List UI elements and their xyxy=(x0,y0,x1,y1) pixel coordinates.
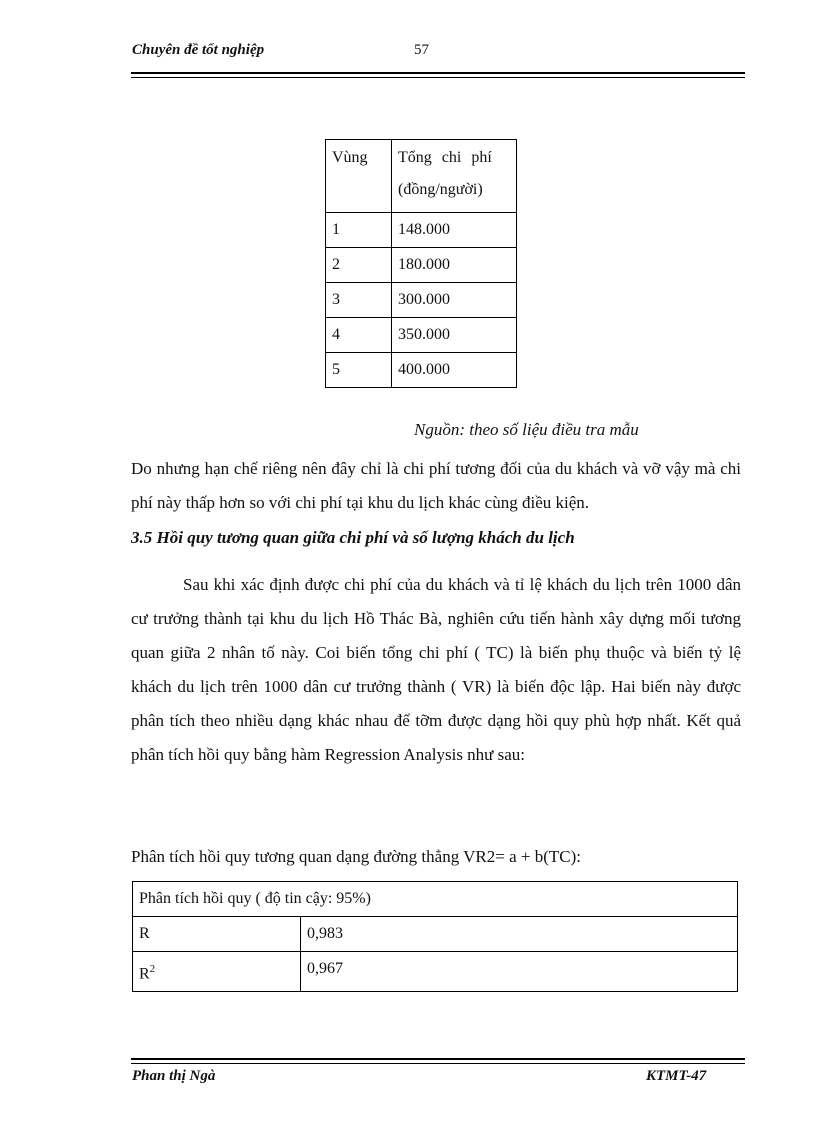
cost-table xyxy=(325,139,517,388)
table-row xyxy=(326,248,517,283)
paragraph-2: Sau khi xác định được chi phí của du khách và tỉ lệ khách du lịch trên 1000 dân cư trưởng thành tại khu du lịch Hồ Thác Bà, nghiên cứu tiến hành xây dựng mối tương quan giữa 2 nhân tố này. Coi biến tổng chi phí ( TC) là biến phụ thuộc và biến tỷ lệ khách du lịch trên 1000 dân cư trưởng thành ( VR) là biến độc lập. Hai biến này được phân tích theo nhiều dạng khác nhau để tỡm được dạng hồi quy phù hợp nhất. Kết quả phân tích hồi quy bằng hàm Regression Analysis như sau: xyxy=(131,575,741,764)
regression-table xyxy=(132,881,738,992)
zone-cell: 4 xyxy=(326,318,392,353)
regression-caption: Phân tích hồi quy tương quan dạng đường thẳng VR2= a + b(TC): xyxy=(131,847,582,866)
zone-cell: 2 xyxy=(326,248,392,283)
cost-header-line1: Tổng chi phí xyxy=(398,149,492,166)
table-row xyxy=(326,353,517,388)
r2-value: 0,967 xyxy=(301,952,738,992)
r2-label xyxy=(133,952,301,992)
regression-header: Phân tích hồi quy ( độ tin cậy: 95%) xyxy=(133,882,738,917)
regression-header-row xyxy=(133,882,738,917)
cost-cell: 148.000 xyxy=(392,213,517,248)
footer-rule-bottom xyxy=(131,1063,745,1064)
r-label: R xyxy=(133,917,301,952)
footer-rule-top xyxy=(131,1058,745,1060)
paragraph-1: Do nhưng hạn chế riêng nên đây chỉ là chi phí tương đối của du khách và vỡ vậy mà chi phí này thấp hơn so với chi phí tại khu du lịch khác cùng điều kiện. xyxy=(131,459,741,512)
table-row xyxy=(326,283,517,318)
cost-cell: 180.000 xyxy=(392,248,517,283)
header-title: Chuyên đề tốt nghiệp xyxy=(132,42,265,58)
r2-base: R xyxy=(139,965,150,983)
header-rule-top xyxy=(131,72,745,74)
cost-table-header-row xyxy=(326,140,517,213)
page-number: 57 xyxy=(414,42,429,58)
section-heading: 3.5 Hồi quy tương quan giữa chi phí và số lượng khách du lịch xyxy=(131,528,575,547)
table-row xyxy=(133,952,738,992)
cost-cell: 400.000 xyxy=(392,353,517,388)
footer-author: Phan thị Ngà xyxy=(132,1068,216,1084)
cost-header-line2: (đồng/người) xyxy=(398,181,483,198)
zone-cell: 1 xyxy=(326,213,392,248)
table-row xyxy=(133,917,738,952)
cost-header xyxy=(392,140,517,213)
table-row xyxy=(326,213,517,248)
r-value: 0,983 xyxy=(301,917,738,952)
zone-cell: 5 xyxy=(326,353,392,388)
footer-class-code: KTMT-47 xyxy=(646,1068,707,1084)
cost-cell: 300.000 xyxy=(392,283,517,318)
source-note: Nguồn: theo số liệu điều tra mẫu xyxy=(414,420,639,439)
cost-cell: 350.000 xyxy=(392,318,517,353)
zone-header: Vùng xyxy=(326,140,392,213)
table-row xyxy=(326,318,517,353)
zone-cell: 3 xyxy=(326,283,392,318)
header-rule-bottom xyxy=(131,77,745,78)
r2-superscript: 2 xyxy=(149,963,156,975)
